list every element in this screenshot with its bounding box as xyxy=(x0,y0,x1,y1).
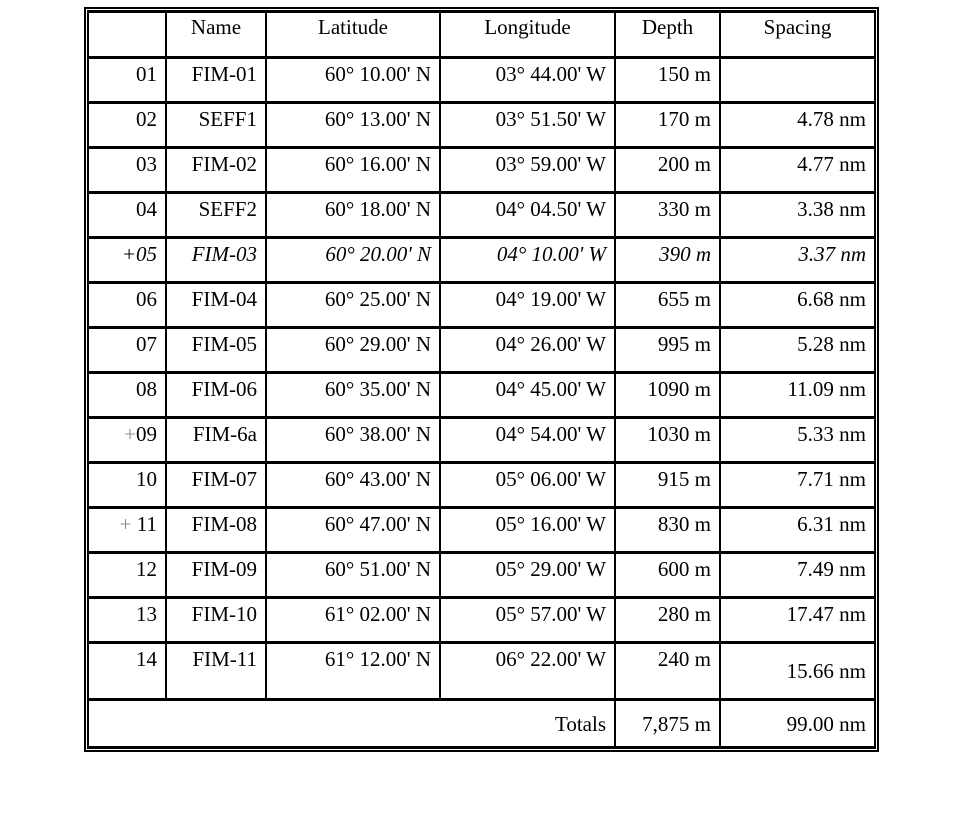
table-row xyxy=(88,148,875,193)
cell-depth: 150 m xyxy=(615,58,720,103)
cell-latitude: 60° 35.00' N xyxy=(266,373,440,418)
cell-depth: 390 m xyxy=(615,238,720,283)
table-row xyxy=(88,58,875,103)
index-number: 01 xyxy=(136,62,157,86)
cell-name: FIM-08 xyxy=(166,508,266,553)
cell-longitude: 06° 22.00' W xyxy=(440,643,615,700)
cell-index xyxy=(88,463,166,508)
cell-name: FIM-6a xyxy=(166,418,266,463)
cell-index xyxy=(88,328,166,373)
cell-name: FIM-06 xyxy=(166,373,266,418)
cell-depth: 280 m xyxy=(615,598,720,643)
table-row xyxy=(88,373,875,418)
cell-name: SEFF1 xyxy=(166,103,266,148)
table-row xyxy=(88,643,875,700)
cell-spacing: 4.78 nm xyxy=(720,103,875,148)
cell-longitude: 03° 51.50' W xyxy=(440,103,615,148)
cell-depth: 915 m xyxy=(615,463,720,508)
cell-spacing: 3.38 nm xyxy=(720,193,875,238)
cell-depth: 170 m xyxy=(615,103,720,148)
totals-label: Totals xyxy=(88,700,615,748)
table-row xyxy=(88,418,875,463)
cell-spacing: 7.49 nm xyxy=(720,553,875,598)
station-rows xyxy=(88,58,875,700)
cell-index xyxy=(88,103,166,148)
cell-spacing: 5.33 nm xyxy=(720,418,875,463)
cell-spacing: 5.28 nm xyxy=(720,328,875,373)
cell-depth: 655 m xyxy=(615,283,720,328)
index-number: 10 xyxy=(136,467,157,491)
cell-spacing: 17.47 nm xyxy=(720,598,875,643)
table-row xyxy=(88,463,875,508)
cell-name: FIM-04 xyxy=(166,283,266,328)
cell-depth: 1090 m xyxy=(615,373,720,418)
cell-name: FIM-02 xyxy=(166,148,266,193)
index-number: 09 xyxy=(136,422,157,446)
totals-row xyxy=(88,700,875,748)
cell-longitude: 04° 10.00' W xyxy=(440,238,615,283)
cell-name: FIM-11 xyxy=(166,643,266,700)
cell-index xyxy=(88,418,166,463)
cell-longitude: 05° 06.00' W xyxy=(440,463,615,508)
cell-longitude: 04° 04.50' W xyxy=(440,193,615,238)
index-number: 12 xyxy=(136,557,157,581)
cell-name: FIM-01 xyxy=(166,58,266,103)
cell-spacing: 15.66 nm xyxy=(720,643,875,700)
cell-latitude: 60° 29.00' N xyxy=(266,328,440,373)
cell-index xyxy=(88,643,166,700)
cell-name: FIM-10 xyxy=(166,598,266,643)
index-number: 02 xyxy=(136,107,157,131)
cell-depth: 1030 m xyxy=(615,418,720,463)
cell-depth: 330 m xyxy=(615,193,720,238)
cell-depth: 200 m xyxy=(615,148,720,193)
cell-latitude: 60° 20.00' N xyxy=(266,238,440,283)
cell-latitude: 60° 51.00' N xyxy=(266,553,440,598)
cell-latitude: 60° 25.00' N xyxy=(266,283,440,328)
cell-spacing xyxy=(720,58,875,103)
cell-index xyxy=(88,553,166,598)
table-row xyxy=(88,193,875,238)
index-number: 05 xyxy=(136,242,157,266)
cell-latitude: 60° 13.00' N xyxy=(266,103,440,148)
index-number: 03 xyxy=(136,152,157,176)
station-table xyxy=(87,10,876,749)
cell-longitude: 04° 54.00' W xyxy=(440,418,615,463)
index-number: 14 xyxy=(136,647,157,671)
index-number: 04 xyxy=(136,197,157,221)
col-header-index xyxy=(88,12,166,58)
index-number: 11 xyxy=(136,512,157,536)
cell-spacing: 11.09 nm xyxy=(720,373,875,418)
cell-index xyxy=(88,508,166,553)
cell-index xyxy=(88,238,166,283)
cell-name: FIM-03 xyxy=(166,238,266,283)
plus-marker: + xyxy=(121,242,136,266)
table-row xyxy=(88,553,875,598)
col-header-name: Name xyxy=(166,12,266,58)
table-row xyxy=(88,328,875,373)
table-row xyxy=(88,508,875,553)
cell-depth: 600 m xyxy=(615,553,720,598)
col-header-depth: Depth xyxy=(615,12,720,58)
cell-latitude: 60° 18.00' N xyxy=(266,193,440,238)
cell-latitude: 60° 38.00' N xyxy=(266,418,440,463)
cell-latitude: 60° 16.00' N xyxy=(266,148,440,193)
cell-name: FIM-05 xyxy=(166,328,266,373)
cell-latitude: 61° 12.00' N xyxy=(266,643,440,700)
cell-latitude: 60° 43.00' N xyxy=(266,463,440,508)
table-row xyxy=(88,598,875,643)
cell-spacing: 3.37 nm xyxy=(720,238,875,283)
cell-spacing: 6.31 nm xyxy=(720,508,875,553)
col-header-latitude: Latitude xyxy=(266,12,440,58)
cell-name: SEFF2 xyxy=(166,193,266,238)
cell-longitude: 04° 19.00' W xyxy=(440,283,615,328)
cell-index xyxy=(88,283,166,328)
cell-latitude: 61° 02.00' N xyxy=(266,598,440,643)
table-row xyxy=(88,238,875,283)
cell-index xyxy=(88,148,166,193)
totals-spacing: 99.00 nm xyxy=(720,700,875,748)
station-table-frame xyxy=(84,7,879,752)
col-header-spacing: Spacing xyxy=(720,12,875,58)
index-number: 08 xyxy=(136,377,157,401)
plus-marker: + xyxy=(119,512,137,536)
index-number: 06 xyxy=(136,287,157,311)
cell-name: FIM-07 xyxy=(166,463,266,508)
cell-longitude: 04° 45.00' W xyxy=(440,373,615,418)
cell-index xyxy=(88,193,166,238)
cell-longitude: 03° 59.00' W xyxy=(440,148,615,193)
cell-depth: 830 m xyxy=(615,508,720,553)
cell-index xyxy=(88,373,166,418)
cell-latitude: 60° 47.00' N xyxy=(266,508,440,553)
header-row xyxy=(88,12,875,58)
index-number: 07 xyxy=(136,332,157,356)
cell-longitude: 04° 26.00' W xyxy=(440,328,615,373)
totals-depth: 7,875 m xyxy=(615,700,720,748)
cell-latitude: 60° 10.00' N xyxy=(266,58,440,103)
plus-marker: + xyxy=(124,422,136,446)
cell-index xyxy=(88,58,166,103)
table-row xyxy=(88,103,875,148)
cell-index xyxy=(88,598,166,643)
cell-depth: 240 m xyxy=(615,643,720,700)
cell-depth: 995 m xyxy=(615,328,720,373)
cell-spacing: 4.77 nm xyxy=(720,148,875,193)
index-number: 13 xyxy=(136,602,157,626)
cell-longitude: 05° 57.00' W xyxy=(440,598,615,643)
table-row xyxy=(88,283,875,328)
cell-name: FIM-09 xyxy=(166,553,266,598)
cell-spacing: 6.68 nm xyxy=(720,283,875,328)
cell-longitude: 05° 29.00' W xyxy=(440,553,615,598)
cell-longitude: 05° 16.00' W xyxy=(440,508,615,553)
cell-longitude: 03° 44.00' W xyxy=(440,58,615,103)
cell-spacing: 7.71 nm xyxy=(720,463,875,508)
col-header-longitude: Longitude xyxy=(440,12,615,58)
